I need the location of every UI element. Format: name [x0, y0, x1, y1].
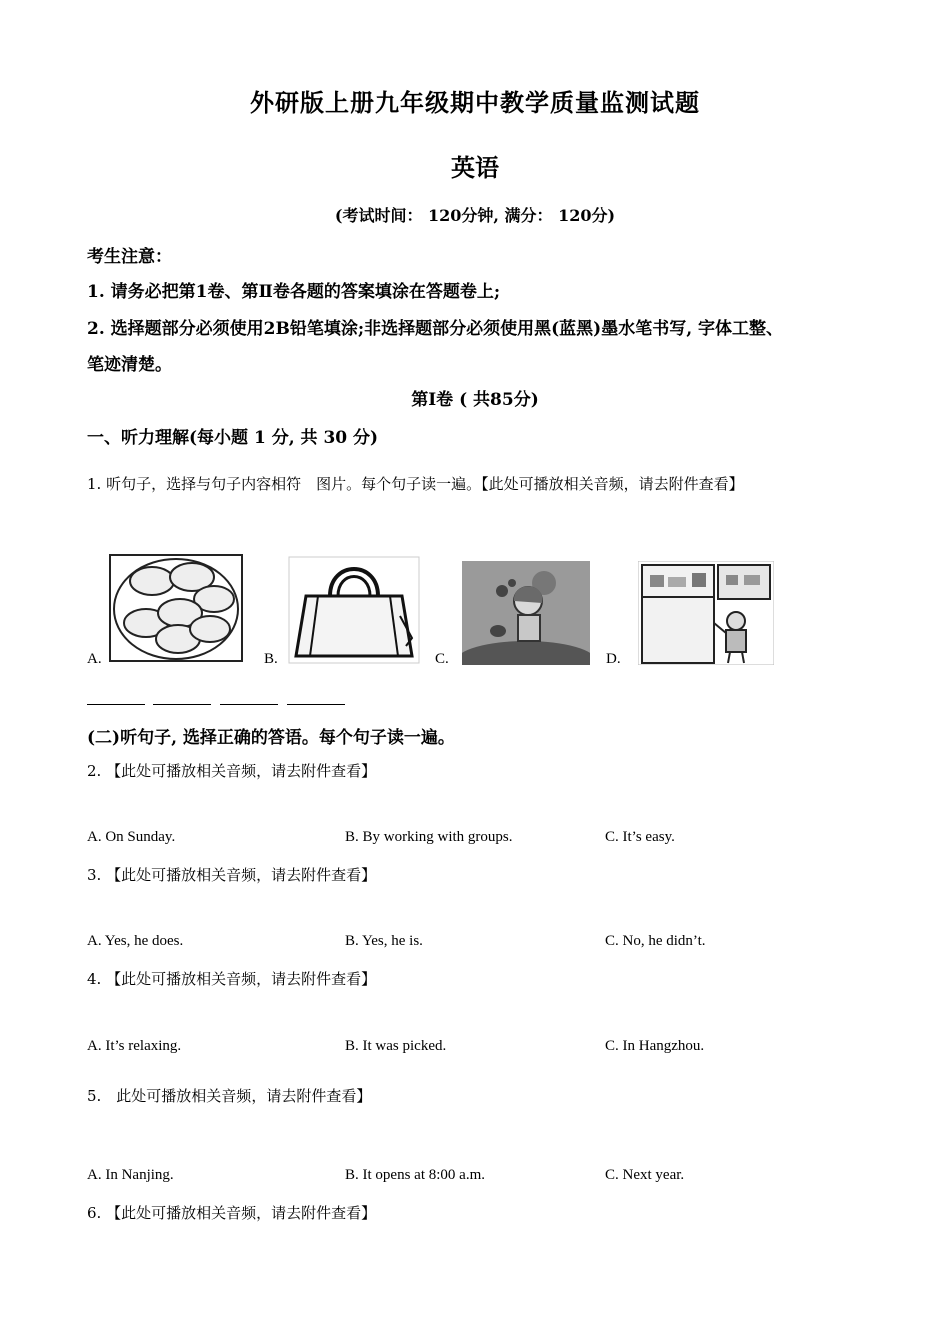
notice-item-1: 1. 请务必把第1卷、第Ⅱ卷各题的答案填涂在答题卷上;: [87, 282, 501, 302]
handbag-picture-icon: [288, 556, 420, 664]
mooncakes-picture-icon: [108, 553, 244, 663]
question-3-prompt: 3. 【此处可播放相关音频，请去附件查看】: [87, 866, 377, 884]
exam-meta: (考试时间： 120分钟, 满分： 120分): [334, 206, 616, 225]
question-4-option-c: C. In Hangzhou.: [605, 1038, 705, 1054]
picture-c-label: C.: [435, 651, 449, 667]
question-2-option-c: C. It’s easy.: [605, 829, 675, 845]
question-4-option-a: A. It’s relaxing.: [87, 1038, 182, 1054]
question-5-option-a: A. In Nanjing.: [87, 1167, 174, 1183]
notice-heading: 考生注意：: [87, 247, 172, 267]
answer-blank[interactable]: [153, 704, 211, 705]
question-5-prompt: 5. 此处可播放相关音频，请去附件查看】: [87, 1087, 372, 1105]
question-2-prompt: 2. 【此处可播放相关音频，请去附件查看】: [87, 762, 377, 780]
fridge-picture-icon: [638, 561, 774, 665]
notice-item-2: 2. 选择题部分必须使用2B铅笔填涂;非选择题部分必须使用黑(蓝黑)墨水笔书写, 字体工整、: [87, 319, 784, 339]
question-3-option-c: C. No, he didn’t.: [605, 933, 706, 949]
question-2-option-b: B. By working with groups.: [345, 829, 513, 845]
picture-b-label: B.: [264, 651, 278, 667]
section2-heading: (二)听句子, 选择正确的答语。每个句子读一遍。: [87, 728, 455, 748]
question-4-option-b: B. It was picked.: [345, 1038, 447, 1054]
question-4-prompt: 4. 【此处可播放相关音频，请去附件查看】: [87, 970, 377, 988]
picture-a-label: A.: [87, 651, 102, 667]
notice-item-2-cont: 笔迹清楚。: [87, 355, 172, 375]
exam-title: 外研版上册九年级期中教学质量监测试题: [250, 88, 700, 117]
question-2-option-a: A. On Sunday.: [87, 829, 176, 845]
girl-picture-icon: [462, 561, 590, 665]
answer-blank[interactable]: [87, 704, 145, 705]
subject-title: 英语: [451, 153, 499, 182]
section1-heading: 一、听力理解(每小题 1 分, 共 30 分): [87, 428, 379, 448]
question-1-prompt: 1. 听句子，选择与句子内容相符 图片。每个句子读一遍。【此处可播放相关音频，请去附件查看】: [87, 475, 744, 493]
question-3-option-b: B. Yes, he is.: [345, 933, 423, 949]
question-5-option-c: C. Next year.: [605, 1167, 685, 1183]
question-3-option-a: A. Yes, he does.: [87, 933, 184, 949]
picture-d-label: D.: [606, 651, 621, 667]
question-6-prompt: 6. 【此处可播放相关音频，请去附件查看】: [87, 1204, 377, 1222]
question-5-option-b: B. It opens at 8:00 a.m.: [345, 1167, 485, 1183]
answer-blank[interactable]: [220, 704, 278, 705]
volume-heading: 第I卷 ( 共85分): [411, 390, 539, 410]
answer-blank[interactable]: [287, 704, 345, 705]
